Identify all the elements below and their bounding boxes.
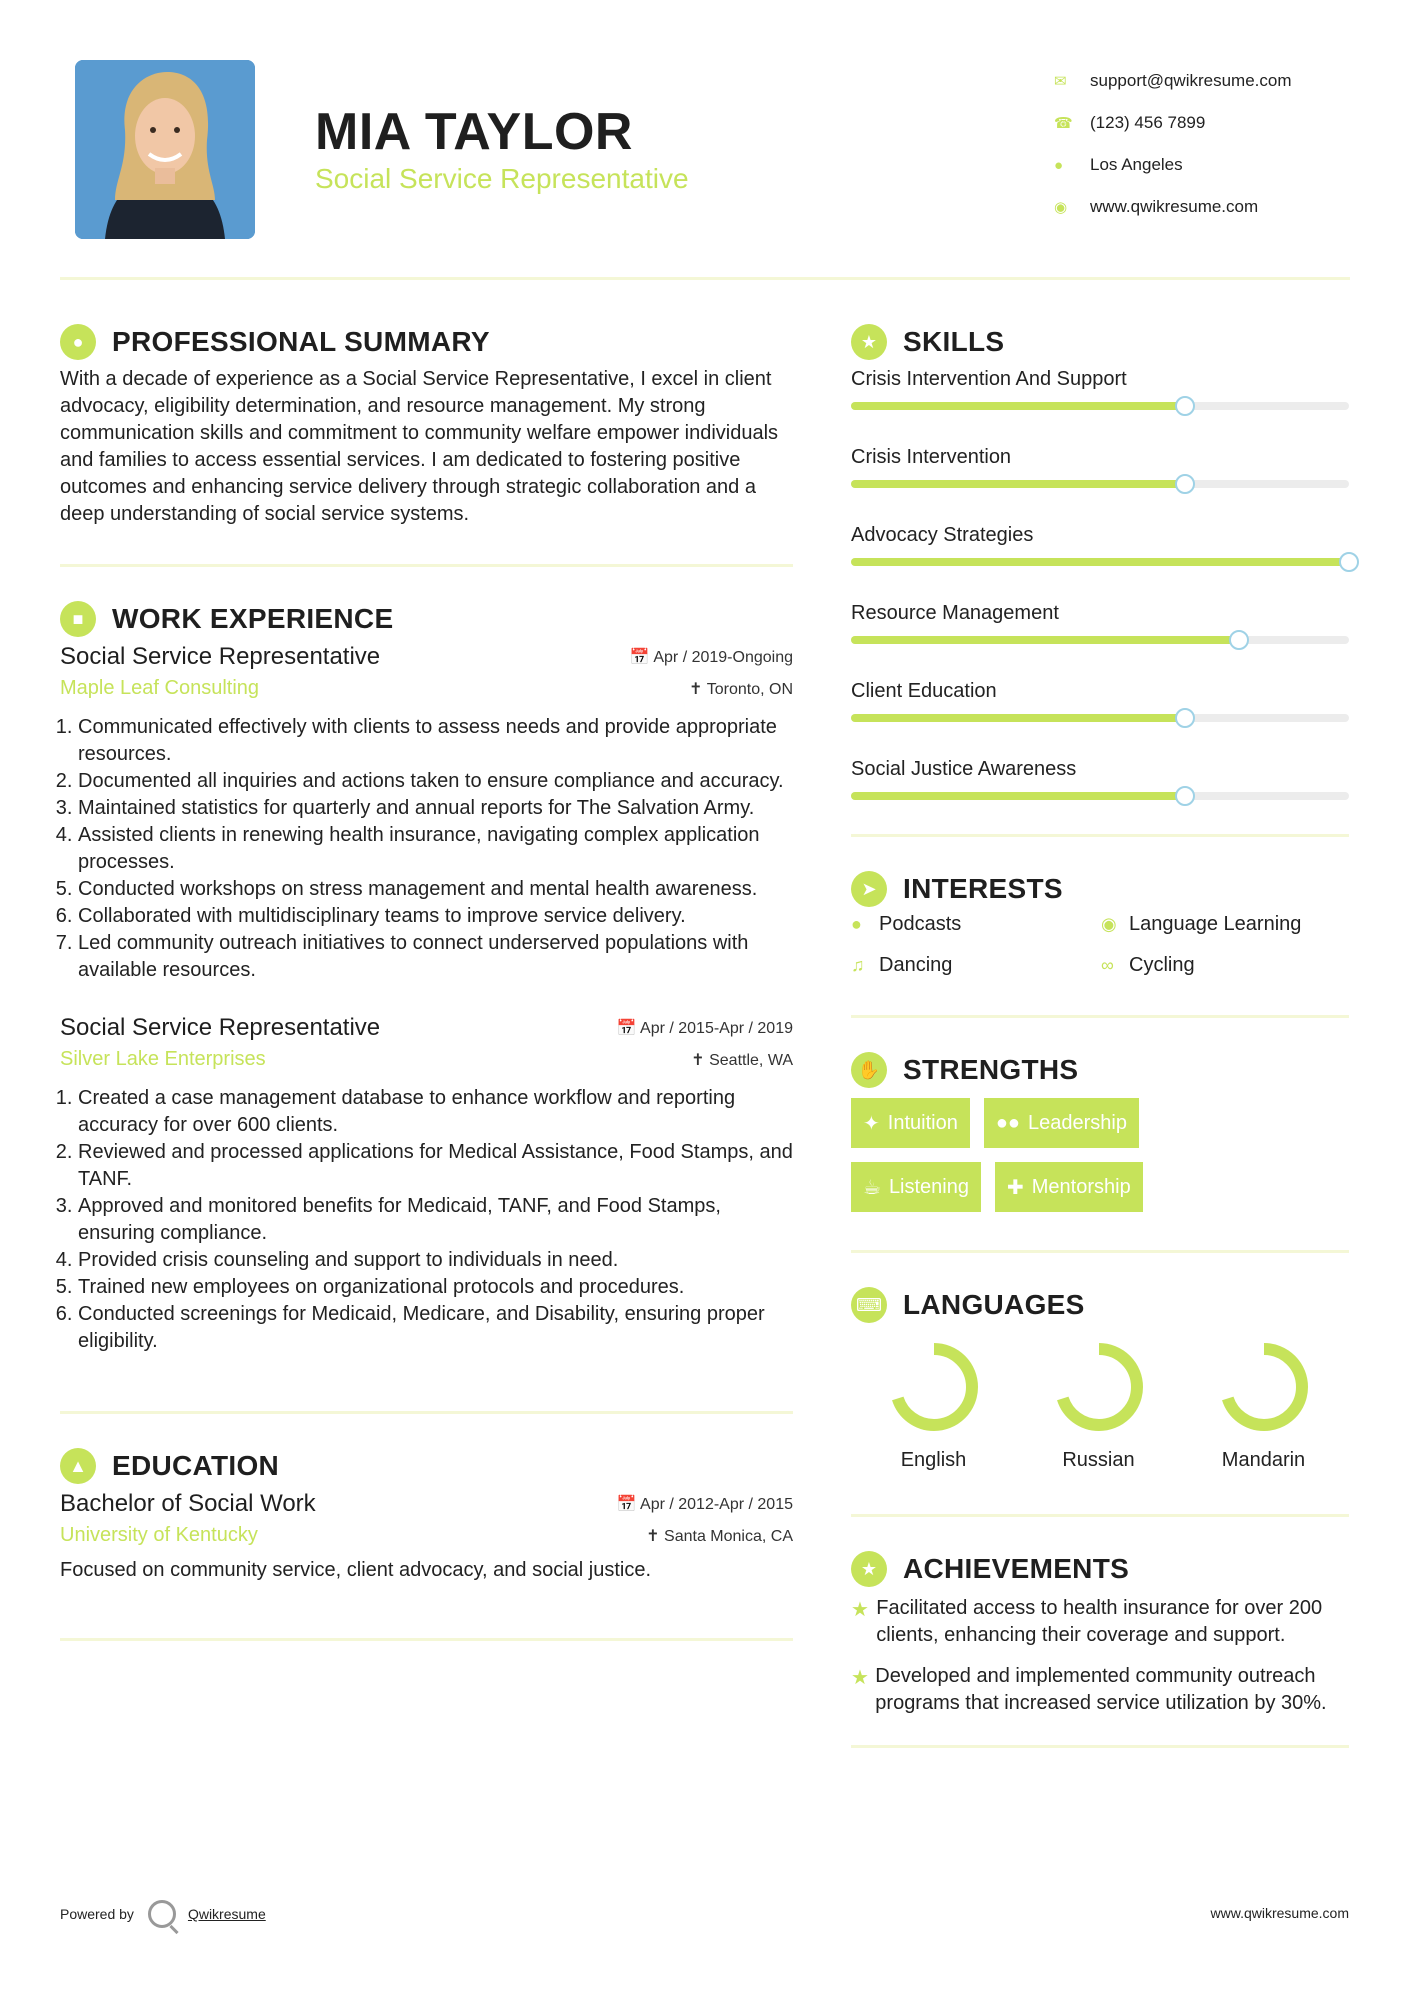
skill-bar-fill [851,402,1185,410]
education-date [617,1494,793,1514]
strengths-list [851,1098,1271,1212]
job-company: Maple Leaf Consulting [60,677,260,699]
duty-item: 4. Provided crisis counseling and support to individuals in need. [78,1247,793,1274]
hand-icon: ✋ [851,1052,887,1088]
skill-item [851,444,1349,488]
summary-text: With a decade of experience as a Social Service Representative, I excel in client advocacy, eligibility determination, and resource management. My strong communication skills and commitment to community welfare empower individuals and families to access essential services. I am dedicated to fostering positive outcomes and enhancing service delivery through strategic collaboration and a deep understanding of social service systems. [60,368,779,525]
job-date [630,647,793,667]
job-title: Social Service Representative [60,1014,381,1041]
skill-item [851,756,1349,800]
duty-item: 3. Approved and monitored benefits for Medicaid, TANF, and Food Stamps, ensuring compliance. [78,1193,793,1247]
skill-item [851,678,1349,722]
job-duties [60,1085,793,1355]
calendar-icon: 📅 [629,649,654,666]
duty-item: 2. Reviewed and processed applications for Medical Assistance, Food Stamps, and TANF. [78,1139,793,1193]
footer-powered-by [60,1900,266,1928]
user-plus-icon: ✚ [1007,1176,1024,1199]
section-divider [60,1411,793,1414]
skill-bar-fill [851,558,1349,566]
right-column [851,320,1349,1748]
summary-heading [60,320,793,364]
skill-bar-fill [851,480,1185,488]
skill-bar-knob [1175,396,1195,416]
duty-item: 7. Led community outreach initiatives to connect underserved populations with available resources. [78,930,793,984]
education-location [646,1526,793,1546]
duty-item: 4. Assisted clients in renewing health insurance, navigating complex application processes. [78,822,793,876]
duty-item: 6. Conducted screenings for Medicaid, Medicare, and Disability, ensuring proper eligibility. [78,1301,793,1355]
resume-header [60,60,1350,280]
job-entry [60,643,793,984]
footer-website[interactable]: www.qwikresume.com [1210,1905,1349,1921]
skill-item [851,366,1349,410]
job-date-text: Apr / 2019-Ongoing [653,649,793,666]
contact-website [1050,186,1292,228]
contact-location [1050,144,1292,186]
skill-bar-knob [1175,786,1195,806]
job-date-text: Apr / 2015-Apr / 2019 [640,1020,793,1037]
users-icon: ●● [995,1111,1020,1134]
magic-wand-icon: ✦ [863,1112,880,1135]
star-icon: ★ [851,1667,869,1689]
language-name: Mandarin [1221,1449,1306,1471]
language-item [851,1339,1016,1472]
interest-label: Podcasts [879,913,962,935]
map-pin-icon: ● [1054,156,1064,174]
skill-bar-track [851,714,1349,722]
interests-list [851,913,1349,977]
skill-name: Social Justice Awareness [851,758,1077,780]
experience-heading [60,597,793,641]
language-level-ring [886,1339,982,1435]
interest-label: Cycling [1129,954,1195,976]
contact-email-text[interactable]: support@qwikresume.com [1090,71,1292,90]
section-divider [851,1745,1349,1748]
duty-item: 5. Trained new employees on organizational protocols and procedures. [78,1274,793,1301]
star-icon: ★ [851,1599,869,1621]
strengths-title: STRENGTHS [903,1054,1079,1085]
achievements-heading [851,1547,1349,1591]
skill-name: Resource Management [851,602,1059,624]
section-divider [851,1514,1349,1517]
candidate-role: Social Service Representative [315,163,689,194]
paper-plane-icon: ➤ [851,871,887,907]
phone-icon: ☎ [1054,115,1073,132]
skill-bar-fill [851,792,1185,800]
languages-heading [851,1283,1349,1327]
skill-name: Advocacy Strategies [851,524,1034,546]
skills-list [851,366,1349,800]
interest-item [1101,954,1351,977]
contact-phone [1050,102,1292,144]
pin-icon: ✝ [646,1527,665,1545]
skills-heading [851,320,1349,364]
education-school: University of Kentucky [60,1524,258,1546]
strength-tag [851,1162,981,1212]
job-date [617,1018,793,1038]
language-item [1181,1339,1346,1472]
education-location-text: Santa Monica, CA [664,1527,793,1545]
skill-bar-track [851,558,1349,566]
interest-item [851,954,1101,977]
achievement-text: Facilitated access to health insurance for over 200 clients, enhancing their coverage and support. [876,1597,1323,1646]
language-icon: ⌨ [851,1287,887,1323]
job-location [691,1050,793,1070]
skill-bar-track [851,636,1349,644]
powered-by-text: Powered by [60,1906,134,1922]
duty-item: 5. Conducted workshops on stress management and mental health awareness. [78,876,793,903]
skill-bar-track [851,402,1349,410]
achievements-title: ACHIEVEMENTS [903,1553,1130,1584]
globe-icon: ◉ [1101,914,1117,934]
job-location [689,679,793,699]
contact-location-text: Los Angeles [1090,155,1183,174]
skill-bar-knob [1229,630,1249,650]
contact-phone-text: (123) 456 7899 [1090,113,1206,132]
bicycle-icon: ∞ [1101,955,1114,975]
education-date-text: Apr / 2012-Apr / 2015 [640,1496,793,1513]
strength-tag [984,1098,1139,1148]
section-divider [851,834,1349,837]
education-heading [60,1444,793,1488]
contact-list [1050,60,1292,228]
language-level-ring [1051,1339,1147,1435]
experience-title: WORK EXPERIENCE [112,603,394,634]
user-icon: ● [60,324,96,360]
education-title: EDUCATION [112,1450,280,1481]
envelope-icon: ✉ [1054,73,1067,90]
achievement-item [851,1663,1349,1717]
language-name: English [900,1449,967,1471]
duty-item: 1. Created a case management database to enhance workflow and reporting accuracy for over 600 clients. [78,1085,793,1139]
music-note-icon: ♫ [851,955,865,975]
education-description: Focused on community service, client advocacy, and social justice. [60,1559,652,1581]
strength-label: Intuition [887,1111,958,1134]
strength-label: Mentorship [1031,1175,1131,1198]
skill-bar-knob [1339,552,1359,572]
contact-website-text[interactable]: www.qwikresume.com [1090,197,1259,216]
graduation-cap-icon: ▲ [60,1448,96,1484]
job-location-text: Toronto, ON [706,680,793,698]
skill-bar-track [851,792,1349,800]
profile-photo [75,60,255,239]
education-degree: Bachelor of Social Work [60,1490,316,1517]
section-divider [60,564,793,567]
qwikresume-logo-icon [148,1900,176,1928]
interest-label: Language Learning [1129,913,1302,935]
job-duties [60,714,793,984]
strength-label: Listening [888,1175,969,1198]
skill-bar-track [851,480,1349,488]
language-item [1016,1339,1181,1472]
globe-icon: ◉ [1054,199,1068,216]
skill-bar-fill [851,714,1185,722]
duty-item: 6. Collaborated with multidisciplinary teams to improve service delivery. [78,903,793,930]
section-divider [851,1250,1349,1253]
skill-bar-knob [1175,708,1195,728]
job-company: Silver Lake Enterprises [60,1048,266,1070]
interests-heading [851,867,1349,911]
skill-bar-knob [1175,474,1195,494]
summary-title: PROFESSIONAL SUMMARY [112,326,490,357]
job-location-text: Seattle, WA [709,1051,793,1069]
candidate-name: MIA TAYLOR [315,103,633,161]
strengths-heading [851,1048,1349,1092]
skill-bar-fill [851,636,1239,644]
language-name: Russian [1062,1449,1135,1471]
interest-label: Dancing [879,954,953,976]
pin-icon: ✝ [691,1051,710,1069]
languages-title: LANGUAGES [903,1289,1085,1320]
skill-name: Client Education [851,680,997,702]
duty-item: 2. Documented all inquiries and actions taken to ensure compliance and accuracy. [78,768,793,795]
strength-tag [995,1162,1143,1212]
achievement-text: Developed and implemented community outreach programs that increased service utilization by 30%. [875,1665,1327,1714]
contact-email [1050,60,1292,102]
interest-item [1101,913,1351,936]
lightbulb-icon: ★ [851,324,887,360]
calendar-icon: 📅 [616,1020,641,1037]
duty-item: 3. Maintained statistics for quarterly and annual reports for The Salvation Army. [78,795,793,822]
brand-link[interactable]: Qwikresume [187,1906,266,1922]
job-title: Social Service Representative [60,643,381,670]
skill-name: Crisis Intervention And Support [851,368,1127,390]
language-level-ring [1216,1339,1312,1435]
strength-label: Leadership [1028,1111,1127,1134]
skill-item [851,522,1349,566]
section-divider [60,1638,793,1641]
strength-tag [851,1098,970,1148]
microphone-icon: ● [851,914,862,934]
interest-item [851,913,1101,936]
interests-title: INTERESTS [903,873,1063,904]
briefcase-icon: ■ [60,601,96,637]
star-badge-icon: ★ [851,1551,887,1587]
duty-item: 1. Communicated effectively with clients to assess needs and provide appropriate resources. [78,714,793,768]
pin-icon: ✝ [689,680,707,698]
calendar-icon: 📅 [616,1496,641,1513]
profile-photo-image [75,60,255,239]
achievements-list [851,1595,1349,1717]
job-entry [60,1014,793,1355]
languages-list [851,1339,1349,1472]
education-entry [60,1490,793,1584]
skill-name: Crisis Intervention [851,446,1012,468]
headphones-icon: ☕ [863,1176,881,1199]
left-column [60,320,793,1641]
skills-title: SKILLS [903,326,1005,357]
section-divider [851,1015,1349,1018]
achievement-item [851,1595,1349,1649]
skill-item [851,600,1349,644]
